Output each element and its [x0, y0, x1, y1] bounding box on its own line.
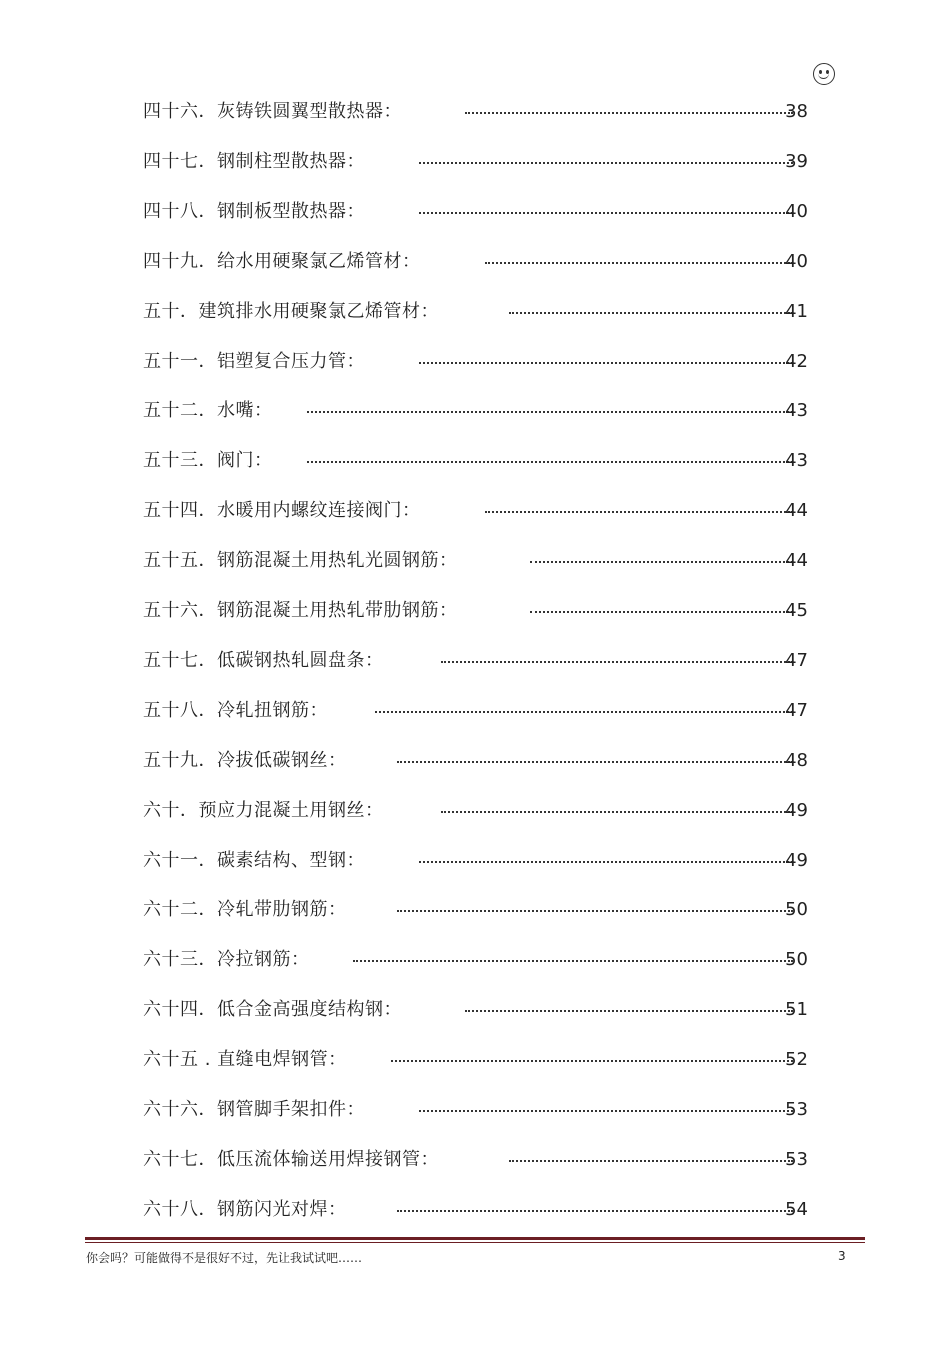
toc-entry-title: 五十一．铝塑复合压力管：: [143, 350, 365, 372]
toc-dot-leader: [530, 611, 793, 613]
toc-entry-page-number: 40: [785, 250, 808, 272]
toc-entry-title: 五十八．冷轧扭钢筋：: [143, 699, 328, 721]
toc-entry-title: 五十三．阀门：: [143, 450, 273, 472]
toc-dot-leader: [397, 1210, 793, 1212]
toc-dot-leader: [530, 561, 793, 563]
toc-entry-page-number: 50: [785, 899, 808, 921]
toc-entry[interactable]: [143, 848, 808, 874]
toc-entry[interactable]: [143, 398, 808, 424]
toc-entry-title: 四十七．钢制柱型散热器：: [143, 150, 365, 172]
toc-entry-page-number: 49: [785, 849, 808, 871]
toc-entry-title: 六十八．钢筋闪光对焊：: [143, 1198, 347, 1220]
toc-entry-page-number: 45: [785, 600, 808, 621]
toc-dot-leader: [485, 262, 793, 264]
toc-dot-leader: [375, 711, 793, 713]
toc-dot-leader: [397, 910, 793, 912]
toc-entry-title: 六十三．冷拉钢筋：: [143, 949, 310, 971]
toc-entry-title: 六十二．冷轧带肋钢筋：: [143, 899, 347, 921]
smiley-icon: [813, 63, 835, 85]
toc-entry[interactable]: [143, 548, 808, 574]
toc-entry[interactable]: [143, 249, 808, 275]
smiley-mouth: [818, 71, 829, 79]
toc-entry[interactable]: [143, 598, 808, 624]
toc-entry-page-number: 43: [785, 450, 808, 472]
toc-entry-title: 五十．建筑排水用硬聚氯乙烯管材：: [143, 300, 439, 322]
toc-entry-title: 六十一．碳素结构、型钢：: [143, 849, 365, 871]
toc-entry-page-number: 53: [785, 1148, 808, 1170]
toc-entry-page-number: 49: [785, 799, 808, 821]
toc-entry-page-number: 42: [785, 350, 808, 372]
footer-rule-thick: [85, 1237, 865, 1240]
toc-entry-page-number: 52: [785, 1049, 808, 1071]
toc-entry[interactable]: [143, 748, 808, 774]
toc-dot-leader: [307, 411, 793, 413]
toc-dot-leader: [441, 811, 793, 813]
toc-entry[interactable]: [143, 199, 808, 225]
toc-entry-title: 五十九．冷拔低碳钢丝：: [143, 749, 347, 771]
toc-entry[interactable]: [143, 149, 808, 175]
toc-entry-page-number: 50: [785, 949, 808, 971]
toc-entry-page-number: 44: [785, 500, 808, 522]
toc-entry-page-number: 41: [785, 300, 808, 322]
toc-entry-page-number: 48: [785, 749, 808, 771]
toc-entry-title: 五十六．钢筋混凝土用热轧带肋钢筋：: [143, 600, 458, 621]
toc-entry-page-number: 40: [785, 200, 808, 222]
toc-dot-leader: [419, 861, 793, 863]
toc-entry[interactable]: [143, 299, 808, 325]
toc-dot-leader: [509, 1160, 793, 1162]
toc-entry-page-number: 53: [785, 1099, 808, 1120]
toc-entry[interactable]: [143, 1147, 808, 1173]
footer-rule-thin: [85, 1242, 865, 1243]
toc-entry-title: 四十八．钢制板型散热器：: [143, 200, 365, 222]
toc-entry[interactable]: [143, 1047, 808, 1073]
toc-entry-page-number: 47: [785, 699, 808, 721]
toc-dot-leader: [465, 1010, 793, 1012]
toc-entry-title: 六十六．钢管脚手架扣件：: [143, 1099, 365, 1120]
toc-entry-page-number: 43: [785, 400, 808, 422]
toc-dot-leader: [353, 960, 793, 962]
toc-entry-title: 六十四．低合金高强度结构钢：: [143, 999, 402, 1021]
toc-entry-title: 六十．预应力混凝土用钢丝：: [143, 799, 384, 821]
toc-entry[interactable]: [143, 997, 808, 1023]
toc-entry-page-number: 44: [785, 550, 808, 572]
toc-entry[interactable]: [143, 897, 808, 923]
toc-dot-leader: [509, 312, 793, 314]
toc-entry-title: 四十六．灰铸铁圆翼型散热器：: [143, 101, 402, 122]
toc-entry-page-number: 39: [785, 150, 808, 172]
toc-entry-title: 四十九．给水用硬聚氯乙烯管材：: [143, 250, 421, 272]
toc-entry[interactable]: [143, 448, 808, 474]
toc-entry[interactable]: [143, 1097, 808, 1123]
toc-dot-leader: [465, 112, 793, 114]
toc-entry-title: 五十五．钢筋混凝土用热轧光圆钢筋：: [143, 550, 458, 572]
toc-entry[interactable]: [143, 1197, 808, 1223]
toc-entry-page-number: 38: [785, 101, 808, 122]
toc-entry-title: 六十七．低压流体输送用焊接钢管：: [143, 1148, 439, 1170]
toc-entry[interactable]: [143, 349, 808, 375]
toc-entry-page-number: 54: [785, 1198, 808, 1220]
toc-dot-leader: [419, 212, 793, 214]
toc-dot-leader: [441, 661, 793, 663]
footer-page-number: 3: [838, 1249, 846, 1263]
toc-dot-leader: [419, 1110, 793, 1112]
toc-entry-title: 六十五 . 直缝电焊钢管：: [143, 1049, 347, 1071]
toc-entry-title: 五十七．低碳钢热轧圆盘条：: [143, 649, 384, 671]
toc-entry[interactable]: [143, 498, 808, 524]
toc-entry[interactable]: [143, 798, 808, 824]
toc-dot-leader: [419, 162, 793, 164]
toc-entry[interactable]: [143, 99, 808, 125]
toc-dot-leader: [307, 461, 793, 463]
toc-entry-title: 五十二．水嘴：: [143, 400, 273, 422]
toc-dot-leader: [485, 511, 793, 513]
toc-dot-leader: [397, 761, 793, 763]
toc-entry-title: 五十四．水暖用内螺纹连接阀门：: [143, 500, 421, 522]
toc-dot-leader: [391, 1060, 793, 1062]
toc-entry[interactable]: [143, 648, 808, 674]
toc-entry[interactable]: [143, 947, 808, 973]
toc-dot-leader: [419, 362, 793, 364]
footer-text: 你会吗？可能做得不是很好不过，先让我试试吧……: [86, 1251, 363, 1265]
toc-entry-page-number: 51: [785, 999, 808, 1021]
toc-entry-page-number: 47: [785, 649, 808, 671]
toc-entry[interactable]: [143, 698, 808, 724]
